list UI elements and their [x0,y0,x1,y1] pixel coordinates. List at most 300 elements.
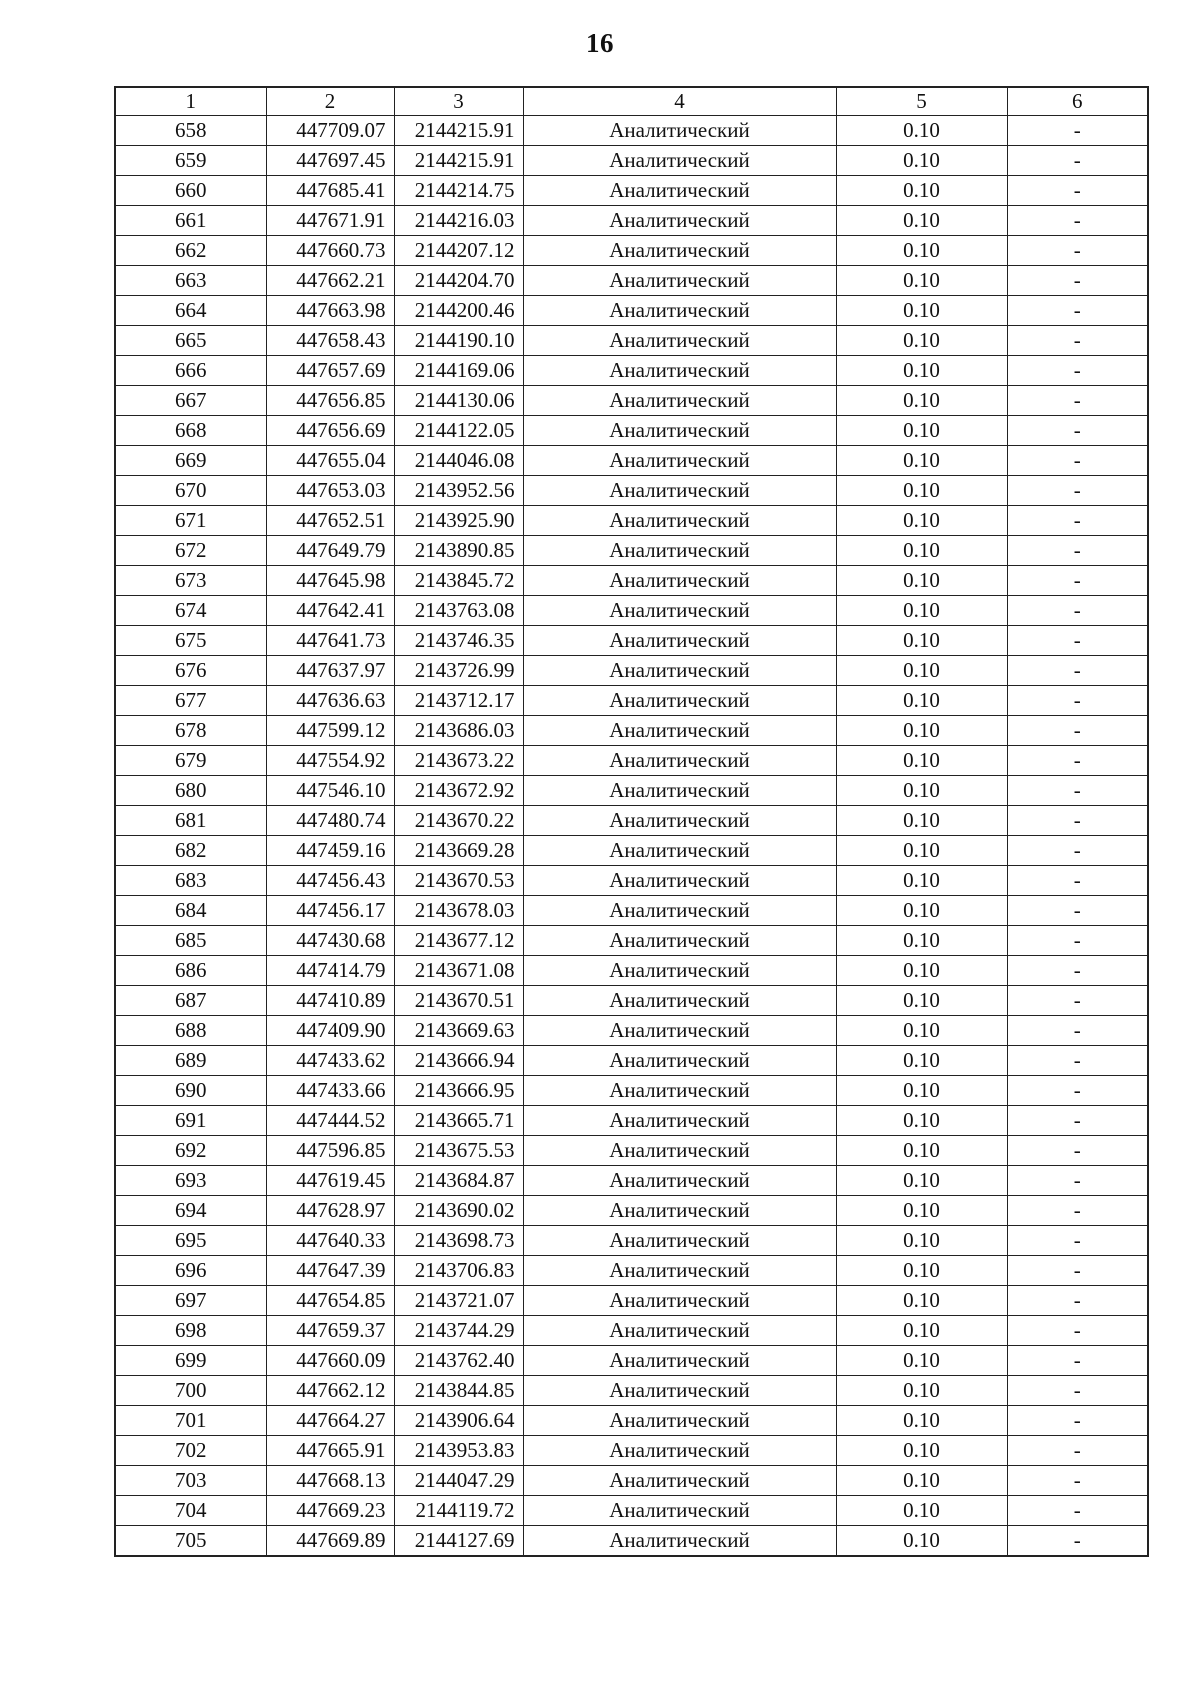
point-number-cell: 687 [115,986,266,1016]
x-coordinate-cell: 447642.41 [266,596,394,626]
accuracy-cell: 0.10 [836,1016,1007,1046]
method-cell: Аналитический [523,746,836,776]
note-cell: - [1007,746,1148,776]
method-cell: Аналитический [523,716,836,746]
note-cell: - [1007,446,1148,476]
x-coordinate-cell: 447662.21 [266,266,394,296]
x-coordinate-cell: 447697.45 [266,146,394,176]
column-header: 5 [836,87,1007,116]
table-row [115,1526,1148,1557]
point-number-cell: 663 [115,266,266,296]
point-number-cell: 665 [115,326,266,356]
accuracy-cell: 0.10 [836,776,1007,806]
note-cell: - [1007,536,1148,566]
y-coordinate-cell: 2144127.69 [394,1526,523,1557]
y-coordinate-cell: 2143665.71 [394,1106,523,1136]
x-coordinate-cell: 447459.16 [266,836,394,866]
point-number-cell: 670 [115,476,266,506]
accuracy-cell: 0.10 [836,1046,1007,1076]
point-number-cell: 668 [115,416,266,446]
note-cell: - [1007,1166,1148,1196]
table-row [115,686,1148,716]
table-row [115,236,1148,266]
note-cell: - [1007,776,1148,806]
table-row [115,1046,1148,1076]
table-row [115,746,1148,776]
table-row [115,776,1148,806]
y-coordinate-cell: 2144200.46 [394,296,523,326]
method-cell: Аналитический [523,1466,836,1496]
x-coordinate-cell: 447409.90 [266,1016,394,1046]
point-number-cell: 664 [115,296,266,326]
note-cell: - [1007,1106,1148,1136]
x-coordinate-cell: 447410.89 [266,986,394,1016]
table-row [115,1406,1148,1436]
table-row [115,146,1148,176]
method-cell: Аналитический [523,806,836,836]
x-coordinate-cell: 447433.66 [266,1076,394,1106]
method-cell: Аналитический [523,566,836,596]
method-cell: Аналитический [523,266,836,296]
note-cell: - [1007,146,1148,176]
y-coordinate-cell: 2144207.12 [394,236,523,266]
note-cell: - [1007,596,1148,626]
accuracy-cell: 0.10 [836,326,1007,356]
y-coordinate-cell: 2143686.03 [394,716,523,746]
point-number-cell: 681 [115,806,266,836]
accuracy-cell: 0.10 [836,536,1007,566]
x-coordinate-cell: 447430.68 [266,926,394,956]
x-coordinate-cell: 447671.91 [266,206,394,236]
column-header: 4 [523,87,836,116]
x-coordinate-cell: 447456.17 [266,896,394,926]
point-number-cell: 683 [115,866,266,896]
accuracy-cell: 0.10 [836,1286,1007,1316]
table-row [115,1136,1148,1166]
point-number-cell: 704 [115,1496,266,1526]
method-cell: Аналитический [523,296,836,326]
accuracy-cell: 0.10 [836,1376,1007,1406]
table-row [115,326,1148,356]
point-number-cell: 679 [115,746,266,776]
x-coordinate-cell: 447656.85 [266,386,394,416]
point-number-cell: 692 [115,1136,266,1166]
accuracy-cell: 0.10 [836,656,1007,686]
method-cell: Аналитический [523,206,836,236]
point-number-cell: 684 [115,896,266,926]
y-coordinate-cell: 2144204.70 [394,266,523,296]
point-number-cell: 660 [115,176,266,206]
accuracy-cell: 0.10 [836,716,1007,746]
x-coordinate-cell: 447636.63 [266,686,394,716]
y-coordinate-cell: 2143670.53 [394,866,523,896]
method-cell: Аналитический [523,896,836,926]
y-coordinate-cell: 2143666.95 [394,1076,523,1106]
column-header: 1 [115,87,266,116]
y-coordinate-cell: 2143675.53 [394,1136,523,1166]
accuracy-cell: 0.10 [836,446,1007,476]
note-cell: - [1007,116,1148,146]
method-cell: Аналитический [523,1136,836,1166]
point-number-cell: 698 [115,1316,266,1346]
table-row [115,536,1148,566]
point-number-cell: 680 [115,776,266,806]
point-number-cell: 666 [115,356,266,386]
y-coordinate-cell: 2143744.29 [394,1316,523,1346]
point-number-cell: 688 [115,1016,266,1046]
table-row [115,896,1148,926]
table-row [115,176,1148,206]
x-coordinate-cell: 447658.43 [266,326,394,356]
page-number: 16 [586,28,614,58]
table-row [115,1106,1148,1136]
table-header-row [115,87,1148,116]
note-cell: - [1007,686,1148,716]
accuracy-cell: 0.10 [836,566,1007,596]
y-coordinate-cell: 2143890.85 [394,536,523,566]
table-row [115,656,1148,686]
x-coordinate-cell: 447637.97 [266,656,394,686]
note-cell: - [1007,266,1148,296]
x-coordinate-cell: 447657.69 [266,356,394,386]
accuracy-cell: 0.10 [836,1496,1007,1526]
point-number-cell: 689 [115,1046,266,1076]
note-cell: - [1007,416,1148,446]
column-header: 6 [1007,87,1148,116]
point-number-cell: 691 [115,1106,266,1136]
method-cell: Аналитический [523,236,836,266]
note-cell: - [1007,566,1148,596]
x-coordinate-cell: 447628.97 [266,1196,394,1226]
note-cell: - [1007,626,1148,656]
table-row [115,866,1148,896]
y-coordinate-cell: 2143670.22 [394,806,523,836]
accuracy-cell: 0.10 [836,866,1007,896]
point-number-cell: 673 [115,566,266,596]
table-row [115,386,1148,416]
y-coordinate-cell: 2143669.63 [394,1016,523,1046]
method-cell: Аналитический [523,656,836,686]
note-cell: - [1007,1136,1148,1166]
accuracy-cell: 0.10 [836,1406,1007,1436]
table-row [115,116,1148,146]
point-number-cell: 669 [115,446,266,476]
note-cell: - [1007,866,1148,896]
note-cell: - [1007,1016,1148,1046]
point-number-cell: 693 [115,1166,266,1196]
method-cell: Аналитический [523,836,836,866]
note-cell: - [1007,1346,1148,1376]
point-number-cell: 700 [115,1376,266,1406]
y-coordinate-cell: 2143677.12 [394,926,523,956]
table-row [115,1286,1148,1316]
x-coordinate-cell: 447685.41 [266,176,394,206]
column-header: 2 [266,87,394,116]
x-coordinate-cell: 447669.89 [266,1526,394,1557]
table-row [115,266,1148,296]
method-cell: Аналитический [523,686,836,716]
coordinates-table [114,86,1149,1557]
note-cell: - [1007,896,1148,926]
point-number-cell: 658 [115,116,266,146]
y-coordinate-cell: 2143763.08 [394,596,523,626]
accuracy-cell: 0.10 [836,806,1007,836]
accuracy-cell: 0.10 [836,1256,1007,1286]
note-cell: - [1007,1076,1148,1106]
point-number-cell: 682 [115,836,266,866]
point-number-cell: 659 [115,146,266,176]
accuracy-cell: 0.10 [836,236,1007,266]
point-number-cell: 686 [115,956,266,986]
method-cell: Аналитический [523,866,836,896]
accuracy-cell: 0.10 [836,1526,1007,1557]
accuracy-cell: 0.10 [836,1346,1007,1376]
note-cell: - [1007,506,1148,536]
method-cell: Аналитический [523,956,836,986]
method-cell: Аналитический [523,926,836,956]
accuracy-cell: 0.10 [836,1466,1007,1496]
method-cell: Аналитический [523,1316,836,1346]
table-row [115,506,1148,536]
method-cell: Аналитический [523,476,836,506]
method-cell: Аналитический [523,1436,836,1466]
note-cell: - [1007,206,1148,236]
method-cell: Аналитический [523,326,836,356]
note-cell: - [1007,986,1148,1016]
note-cell: - [1007,356,1148,386]
y-coordinate-cell: 2143952.56 [394,476,523,506]
method-cell: Аналитический [523,1226,836,1256]
table-row [115,476,1148,506]
table-row [115,1436,1148,1466]
note-cell: - [1007,656,1148,686]
y-coordinate-cell: 2143762.40 [394,1346,523,1376]
point-number-cell: 701 [115,1406,266,1436]
y-coordinate-cell: 2144130.06 [394,386,523,416]
x-coordinate-cell: 447444.52 [266,1106,394,1136]
table-row [115,1226,1148,1256]
point-number-cell: 672 [115,536,266,566]
y-coordinate-cell: 2143706.83 [394,1256,523,1286]
x-coordinate-cell: 447660.09 [266,1346,394,1376]
y-coordinate-cell: 2143726.99 [394,656,523,686]
point-number-cell: 662 [115,236,266,266]
accuracy-cell: 0.10 [836,596,1007,626]
x-coordinate-cell: 447652.51 [266,506,394,536]
accuracy-cell: 0.10 [836,476,1007,506]
accuracy-cell: 0.10 [836,266,1007,296]
x-coordinate-cell: 447599.12 [266,716,394,746]
accuracy-cell: 0.10 [836,356,1007,386]
method-cell: Аналитический [523,1196,836,1226]
x-coordinate-cell: 447662.12 [266,1376,394,1406]
y-coordinate-cell: 2144214.75 [394,176,523,206]
note-cell: - [1007,1046,1148,1076]
x-coordinate-cell: 447649.79 [266,536,394,566]
y-coordinate-cell: 2143673.22 [394,746,523,776]
y-coordinate-cell: 2144119.72 [394,1496,523,1526]
method-cell: Аналитический [523,986,836,1016]
note-cell: - [1007,1496,1148,1526]
x-coordinate-cell: 447647.39 [266,1256,394,1286]
x-coordinate-cell: 447596.85 [266,1136,394,1166]
table-row [115,1466,1148,1496]
note-cell: - [1007,836,1148,866]
x-coordinate-cell: 447654.85 [266,1286,394,1316]
x-coordinate-cell: 447641.73 [266,626,394,656]
accuracy-cell: 0.10 [836,206,1007,236]
point-number-cell: 677 [115,686,266,716]
point-number-cell: 697 [115,1286,266,1316]
point-number-cell: 703 [115,1466,266,1496]
x-coordinate-cell: 447645.98 [266,566,394,596]
x-coordinate-cell: 447656.69 [266,416,394,446]
note-cell: - [1007,1286,1148,1316]
table-row [115,1316,1148,1346]
method-cell: Аналитический [523,1286,836,1316]
x-coordinate-cell: 447665.91 [266,1436,394,1466]
x-coordinate-cell: 447546.10 [266,776,394,806]
y-coordinate-cell: 2143672.92 [394,776,523,806]
method-cell: Аналитический [523,1406,836,1436]
method-cell: Аналитический [523,176,836,206]
y-coordinate-cell: 2144216.03 [394,206,523,236]
method-cell: Аналитический [523,146,836,176]
accuracy-cell: 0.10 [836,686,1007,716]
method-cell: Аналитический [523,1256,836,1286]
y-coordinate-cell: 2143666.94 [394,1046,523,1076]
x-coordinate-cell: 447659.37 [266,1316,394,1346]
accuracy-cell: 0.10 [836,626,1007,656]
table-row [115,1256,1148,1286]
note-cell: - [1007,806,1148,836]
x-coordinate-cell: 447660.73 [266,236,394,266]
note-cell: - [1007,1196,1148,1226]
y-coordinate-cell: 2143746.35 [394,626,523,656]
table-row [115,1496,1148,1526]
point-number-cell: 671 [115,506,266,536]
accuracy-cell: 0.10 [836,176,1007,206]
note-cell: - [1007,926,1148,956]
note-cell: - [1007,326,1148,356]
column-header: 3 [394,87,523,116]
method-cell: Аналитический [523,356,836,386]
table-row [115,296,1148,326]
method-cell: Аналитический [523,1016,836,1046]
note-cell: - [1007,1226,1148,1256]
table-row [115,1016,1148,1046]
point-number-cell: 678 [115,716,266,746]
y-coordinate-cell: 2143712.17 [394,686,523,716]
method-cell: Аналитический [523,596,836,626]
x-coordinate-cell: 447414.79 [266,956,394,986]
x-coordinate-cell: 447480.74 [266,806,394,836]
table-row [115,356,1148,386]
method-cell: Аналитический [523,1346,836,1376]
point-number-cell: 661 [115,206,266,236]
y-coordinate-cell: 2144215.91 [394,116,523,146]
note-cell: - [1007,1256,1148,1286]
accuracy-cell: 0.10 [836,1076,1007,1106]
accuracy-cell: 0.10 [836,926,1007,956]
accuracy-cell: 0.10 [836,956,1007,986]
method-cell: Аналитический [523,1376,836,1406]
y-coordinate-cell: 2143698.73 [394,1226,523,1256]
method-cell: Аналитический [523,416,836,446]
table-row [115,836,1148,866]
method-cell: Аналитический [523,776,836,806]
accuracy-cell: 0.10 [836,506,1007,536]
note-cell: - [1007,176,1148,206]
table-body [115,116,1148,1557]
accuracy-cell: 0.10 [836,146,1007,176]
note-cell: - [1007,1436,1148,1466]
y-coordinate-cell: 2144046.08 [394,446,523,476]
x-coordinate-cell: 447668.13 [266,1466,394,1496]
table-row [115,566,1148,596]
note-cell: - [1007,1376,1148,1406]
table-row [115,926,1148,956]
accuracy-cell: 0.10 [836,1196,1007,1226]
note-cell: - [1007,956,1148,986]
accuracy-cell: 0.10 [836,386,1007,416]
x-coordinate-cell: 447653.03 [266,476,394,506]
point-number-cell: 690 [115,1076,266,1106]
accuracy-cell: 0.10 [836,1136,1007,1166]
y-coordinate-cell: 2143845.72 [394,566,523,596]
y-coordinate-cell: 2143721.07 [394,1286,523,1316]
note-cell: - [1007,1316,1148,1346]
table-row [115,1076,1148,1106]
note-cell: - [1007,1406,1148,1436]
accuracy-cell: 0.10 [836,1166,1007,1196]
accuracy-cell: 0.10 [836,1106,1007,1136]
note-cell: - [1007,716,1148,746]
accuracy-cell: 0.10 [836,416,1007,446]
accuracy-cell: 0.10 [836,116,1007,146]
y-coordinate-cell: 2143671.08 [394,956,523,986]
method-cell: Аналитический [523,1046,836,1076]
point-number-cell: 685 [115,926,266,956]
note-cell: - [1007,296,1148,326]
y-coordinate-cell: 2143906.64 [394,1406,523,1436]
point-number-cell: 667 [115,386,266,416]
y-coordinate-cell: 2143669.28 [394,836,523,866]
accuracy-cell: 0.10 [836,1226,1007,1256]
accuracy-cell: 0.10 [836,1316,1007,1346]
accuracy-cell: 0.10 [836,746,1007,776]
y-coordinate-cell: 2144122.05 [394,416,523,446]
table-row [115,1196,1148,1226]
point-number-cell: 702 [115,1436,266,1466]
point-number-cell: 699 [115,1346,266,1376]
x-coordinate-cell: 447663.98 [266,296,394,326]
y-coordinate-cell: 2144047.29 [394,1466,523,1496]
y-coordinate-cell: 2143844.85 [394,1376,523,1406]
note-cell: - [1007,1466,1148,1496]
method-cell: Аналитический [523,116,836,146]
note-cell: - [1007,1526,1148,1557]
accuracy-cell: 0.10 [836,296,1007,326]
x-coordinate-cell: 447456.43 [266,866,394,896]
x-coordinate-cell: 447669.23 [266,1496,394,1526]
point-number-cell: 696 [115,1256,266,1286]
method-cell: Аналитический [523,1076,836,1106]
method-cell: Аналитический [523,386,836,416]
accuracy-cell: 0.10 [836,836,1007,866]
method-cell: Аналитический [523,1106,836,1136]
y-coordinate-cell: 2144215.91 [394,146,523,176]
